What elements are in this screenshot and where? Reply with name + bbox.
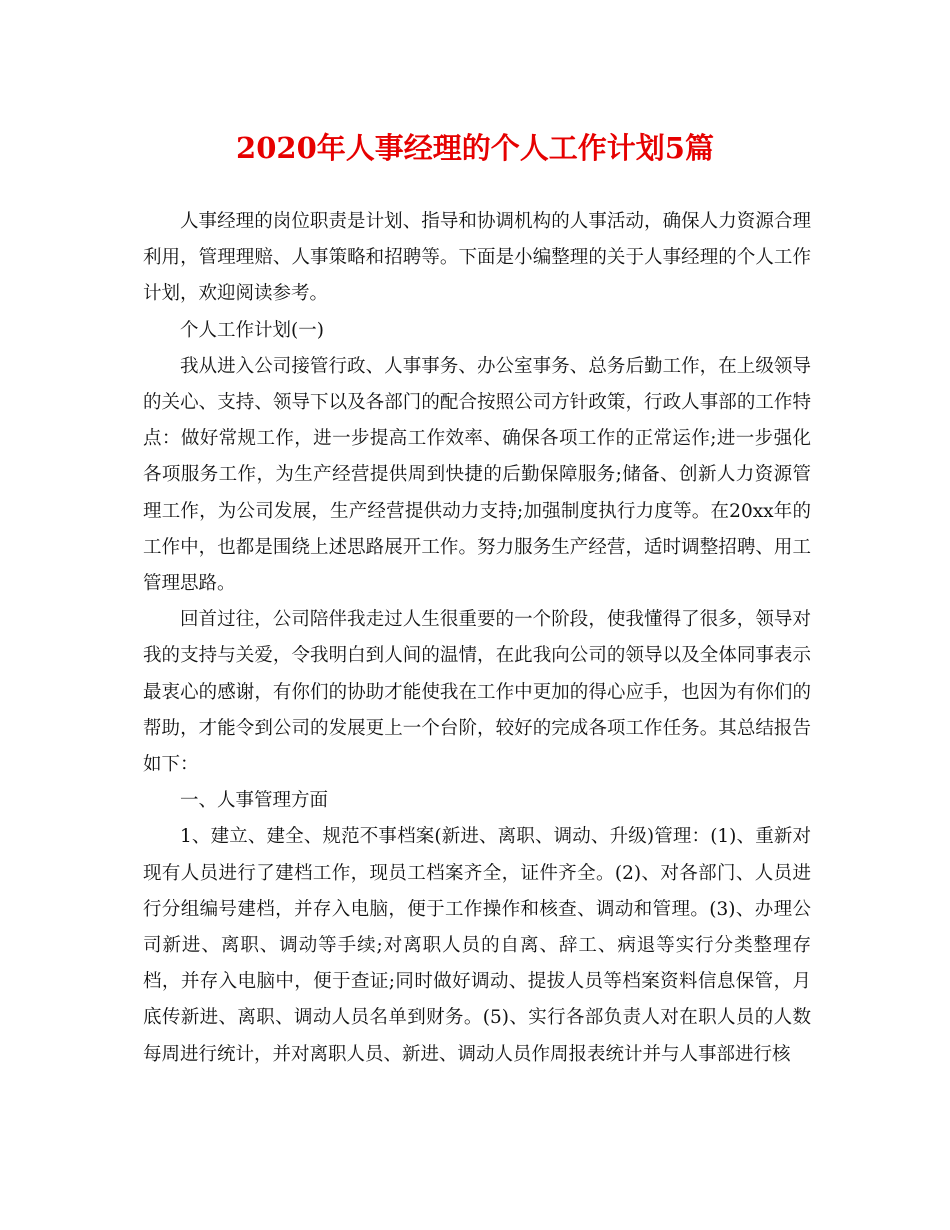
document-body bbox=[143, 204, 811, 1073]
paragraph-retrospective: 回首过往，公司陪伴我走过人生很重要的一个阶段，使我懂得了很多，领导对我的支持与关爱，令我明白到人间的温情，在此我向公司的领导以及全体同事表示最衷心的感谢，有你们的协助才能使我在工作中更加的得心应手，也因为有你们的帮助，才能令到公司的发展更上一个台阶，较好的完成各项工作任务。其总结报告如下： bbox=[143, 609, 811, 776]
paragraph-archive-management: 1、建立、建全、规范不事档案(新进、离职、调动、升级)管理：(1)、重新对现有人员进行了建档工作，现员工档案齐全，证件齐全。(2)、对各部门、人员进行分组编号建档，并存入电脑，便于工作操作和核查、调动和管理。(3)、办理公司新进、离职、调动等手续;对离职人员的自离、辞工、病退等实行分类整理存档，并存入电脑中，便于查证;同时做好调动、提拔人员等档案资料信息保管，月底传新进、离职、调动人员名单到财务。(5)、实行各部负责人对在职人员的人数每周进行统计，并对离职人员、新进、调动人员作周报表统计并与人事部进行核 bbox=[143, 826, 811, 1065]
section-heading-plan-1: 个人工作计划(一) bbox=[180, 319, 324, 341]
section-heading-hr-management: 一、人事管理方面 bbox=[180, 790, 329, 812]
document-title: 2020年人事经理的个人工作计划5篇 bbox=[236, 131, 714, 165]
paragraph-intro: 人事经理的岗位职责是计划、指导和协调机构的人事活动，确保人力资源合理利用，管理理赔、人事策略和招聘等。下面是小编整理的关于人事经理的个人工作计划，欢迎阅读参考。 bbox=[143, 211, 811, 305]
paragraph-work-overview: 我从进入公司接管行政、人事事务、办公室事务、总务后勤工作，在上级领导的关心、支持、领导下以及各部门的配合按照公司方针政策，行政人事部的工作特点：做好常规工作，进一步提高工作效率、确保各项工作的正常运作;进一步强化各项服务工作，为生产经营提供周到快捷的后勤保障服务;储备、创新人力资源管理工作，为公司发展，生产经营提供动力支持;加强制度执行力度等。在20xx年的工作中，也都是围绕上述思路展开工作。努力服务生产经营，适时调整招聘、用工管理思路。 bbox=[143, 355, 811, 595]
